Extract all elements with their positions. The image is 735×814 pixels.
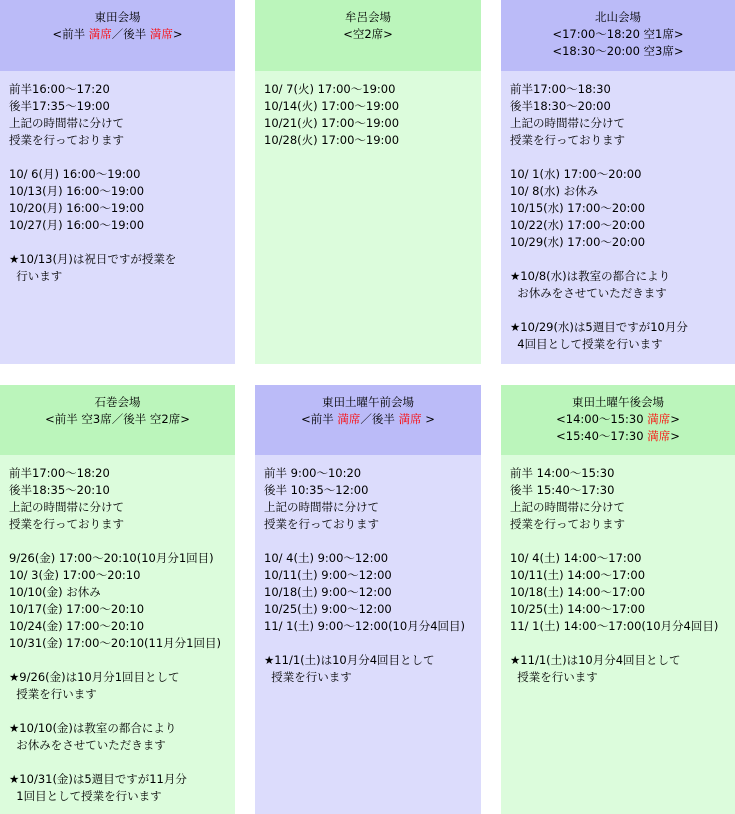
blank-line [264,533,481,550]
subtitle-line [501,411,735,428]
venue-subtitle [255,411,481,428]
venue-title: 石巻会場 [94,395,141,409]
venue-subtitle [0,411,235,428]
schedule-line: ★10/10(金)は教室の都合により [9,721,177,735]
subtitle-text: <空2席> [343,27,393,41]
schedule-line: 10/20(月) 16:00～19:00 [9,201,145,215]
schedule-line: ★9/26(金)は10月分1回目として [9,670,180,684]
subtitle-line [501,26,735,43]
subtitle-text: <前半 [301,412,338,426]
schedule-line: 10/17(金) 17:00～20:10 [9,602,145,616]
schedule-line: 10/ 8(水) お休み [510,184,599,198]
venue-card-header [501,0,735,71]
schedule-line: 9/26(金) 17:00～20:10(10月分1回目) [9,551,214,565]
venue-title: 東田土曜午後会場 [572,395,664,409]
schedule-line: お休みをさせていただきます [510,286,667,300]
blank-line [510,635,735,652]
schedule-line: 10/25(土) 14:00～17:00 [510,602,646,616]
blank-line [9,703,235,720]
blank-line [9,533,235,550]
venue-title: 東田会場 [94,10,141,24]
status-full-badge: 満席 [647,412,671,426]
venue-card-body [501,455,735,814]
schedule-line: 前半 14:00～15:30 [510,466,615,480]
schedule-line: 授業を行っております [510,517,625,531]
subtitle-text: <18:30～20:00 空3席> [552,44,684,58]
schedule-line: 10/31(金) 17:00～20:10(11月分1回目) [9,636,221,650]
schedule-line: 10/ 7(火) 17:00～19:00 [264,82,396,96]
schedule-line: 後半 10:35～12:00 [264,483,369,497]
schedule-line: 前半17:00～18:20 [9,466,110,480]
blank-line [9,149,235,166]
venue-card-body [255,71,481,364]
subtitle-text: > [172,27,183,41]
schedule-line: 授業を行います [510,670,598,684]
schedule-line: 授業を行っております [9,133,124,147]
venue-title: 牟呂会場 [345,10,391,24]
venue-card-kitayama [501,0,735,364]
blank-line [9,754,235,771]
schedule-line: 前半17:00～18:30 [510,82,611,96]
schedule-line: 後半 15:40～17:30 [510,483,615,497]
venue-subtitle [0,26,235,43]
schedule-line: 上記の時間帯に分けて [264,500,379,514]
blank-line [510,533,735,550]
venue-card-ishimaki [0,385,235,814]
subtitle-line [0,411,235,428]
subtitle-text: <14:00～15:30 [556,412,648,426]
blank-line [510,251,735,268]
schedule-line: 授業を行っております [510,133,625,147]
schedule-line: 11/ 1(土) 14:00～17:00(10月分4回目) [510,619,719,633]
blank-line [510,149,735,166]
subtitle-text: > [670,412,680,426]
venue-card-header [255,385,481,455]
subtitle-text: ／後半 [360,412,399,426]
schedule-line: 10/ 6(月) 16:00～19:00 [9,167,141,181]
schedule-line: 10/11(土) 9:00～12:00 [264,568,392,582]
venue-title: 東田土曜午前会場 [322,395,414,409]
schedule-line: 10/15(水) 17:00～20:00 [510,201,646,215]
schedule-line: 11/ 1(土) 9:00～12:00(10月分4回目) [264,619,465,633]
schedule-line: 後半18:35～20:10 [9,483,110,497]
schedule-line: 後半17:35～19:00 [9,99,110,113]
venue-card-body [255,455,481,814]
schedule-line: 10/10(金) お休み [9,585,101,599]
subtitle-line [255,411,481,428]
subtitle-text: ／後半 [111,27,150,41]
venue-card-header [501,385,735,455]
subtitle-line [501,43,735,60]
schedule-line: 4回目として授業を行います [510,337,663,351]
schedule-line: ★11/1(土)は10月分4回目として [264,653,435,667]
status-full-badge: 満席 [149,27,173,41]
subtitle-line [255,26,481,43]
venue-title: 北山会場 [595,10,641,24]
subtitle-text: <17:00～18:20 空1席> [552,27,684,41]
venue-card-body [0,71,235,364]
venue-card-higashida [0,0,235,364]
venue-card-header [0,0,235,71]
venue-card-muro [255,0,481,364]
schedule-line: ★10/31(金)は5週目ですが11月分 [9,772,187,786]
schedule-line: 授業を行います [264,670,352,684]
schedule-line: 前半 9:00～10:20 [264,466,362,480]
schedule-line: ★10/13(月)は祝日ですが授業を [9,252,177,266]
venue-card-higashida-sat-am [255,385,481,814]
status-full-badge: 満席 [647,429,671,443]
blank-line [9,652,235,669]
schedule-line: 10/11(土) 14:00～17:00 [510,568,646,582]
schedule-line: 上記の時間帯に分けて [9,116,124,130]
schedule-line: 10/13(月) 16:00～19:00 [9,184,145,198]
status-full-badge: 満席 [337,412,361,426]
schedule-line: ★10/8(水)は教室の都合により [510,269,671,283]
schedule-line: 10/24(金) 17:00～20:10 [9,619,145,633]
schedule-line: 上記の時間帯に分けて [510,116,625,130]
schedule-line: お休みをさせていただきます [9,738,166,752]
blank-line [264,635,481,652]
schedule-line: 前半16:00～17:20 [9,82,110,96]
schedule-line: 10/ 3(金) 17:00～20:10 [9,568,141,582]
subtitle-text: > [670,429,680,443]
schedule-line: 後半18:30～20:00 [510,99,611,113]
schedule-line: 10/27(月) 16:00～19:00 [9,218,145,232]
status-full-badge: 満席 [398,412,422,426]
schedule-line: 10/25(土) 9:00～12:00 [264,602,392,616]
venue-card-body [501,71,735,364]
blank-line [9,234,235,251]
schedule-line: 10/22(水) 17:00～20:00 [510,218,646,232]
subtitle-line [0,26,235,43]
venue-subtitle [501,26,735,60]
schedule-line: ★10/29(水)は5週目ですが10月分 [510,320,688,334]
status-full-badge: 満席 [88,27,112,41]
schedule-line: 行います [9,269,63,283]
schedule-line: 上記の時間帯に分けて [9,500,124,514]
schedule-line: 10/ 4(土) 9:00～12:00 [264,551,389,565]
subtitle-text: <15:40～17:30 [556,429,648,443]
subtitle-line [501,428,735,445]
venue-subtitle [501,411,735,445]
schedule-line: 10/14(火) 17:00～19:00 [264,99,400,113]
blank-line [510,302,735,319]
schedule-line: 10/29(水) 17:00～20:00 [510,235,646,249]
schedule-line: 授業を行っております [264,517,379,531]
venue-card-header [0,385,235,455]
schedule-line: 10/ 1(水) 17:00～20:00 [510,167,642,181]
schedule-line: 1回目として授業を行います [9,789,162,803]
schedule-line: 10/21(火) 17:00～19:00 [264,116,400,130]
schedule-line: ★11/1(土)は10月分4回目として [510,653,681,667]
schedule-line: 授業を行っております [9,517,124,531]
venue-card-higashida-sat-pm [501,385,735,814]
schedule-line: 10/18(土) 14:00～17:00 [510,585,646,599]
schedule-line: 10/28(火) 17:00～19:00 [264,133,400,147]
schedule-line: 上記の時間帯に分けて [510,500,625,514]
venue-card-body [0,455,235,814]
subtitle-text: <前半 [52,27,89,41]
venue-card-header [255,0,481,71]
schedule-line: 授業を行います [9,687,97,701]
subtitle-text: > [421,412,435,426]
schedule-line: 10/18(土) 9:00～12:00 [264,585,392,599]
venue-subtitle [255,26,481,43]
subtitle-text: <前半 空3席／後半 空2席> [45,412,190,426]
schedule-line: 10/ 4(土) 14:00～17:00 [510,551,642,565]
